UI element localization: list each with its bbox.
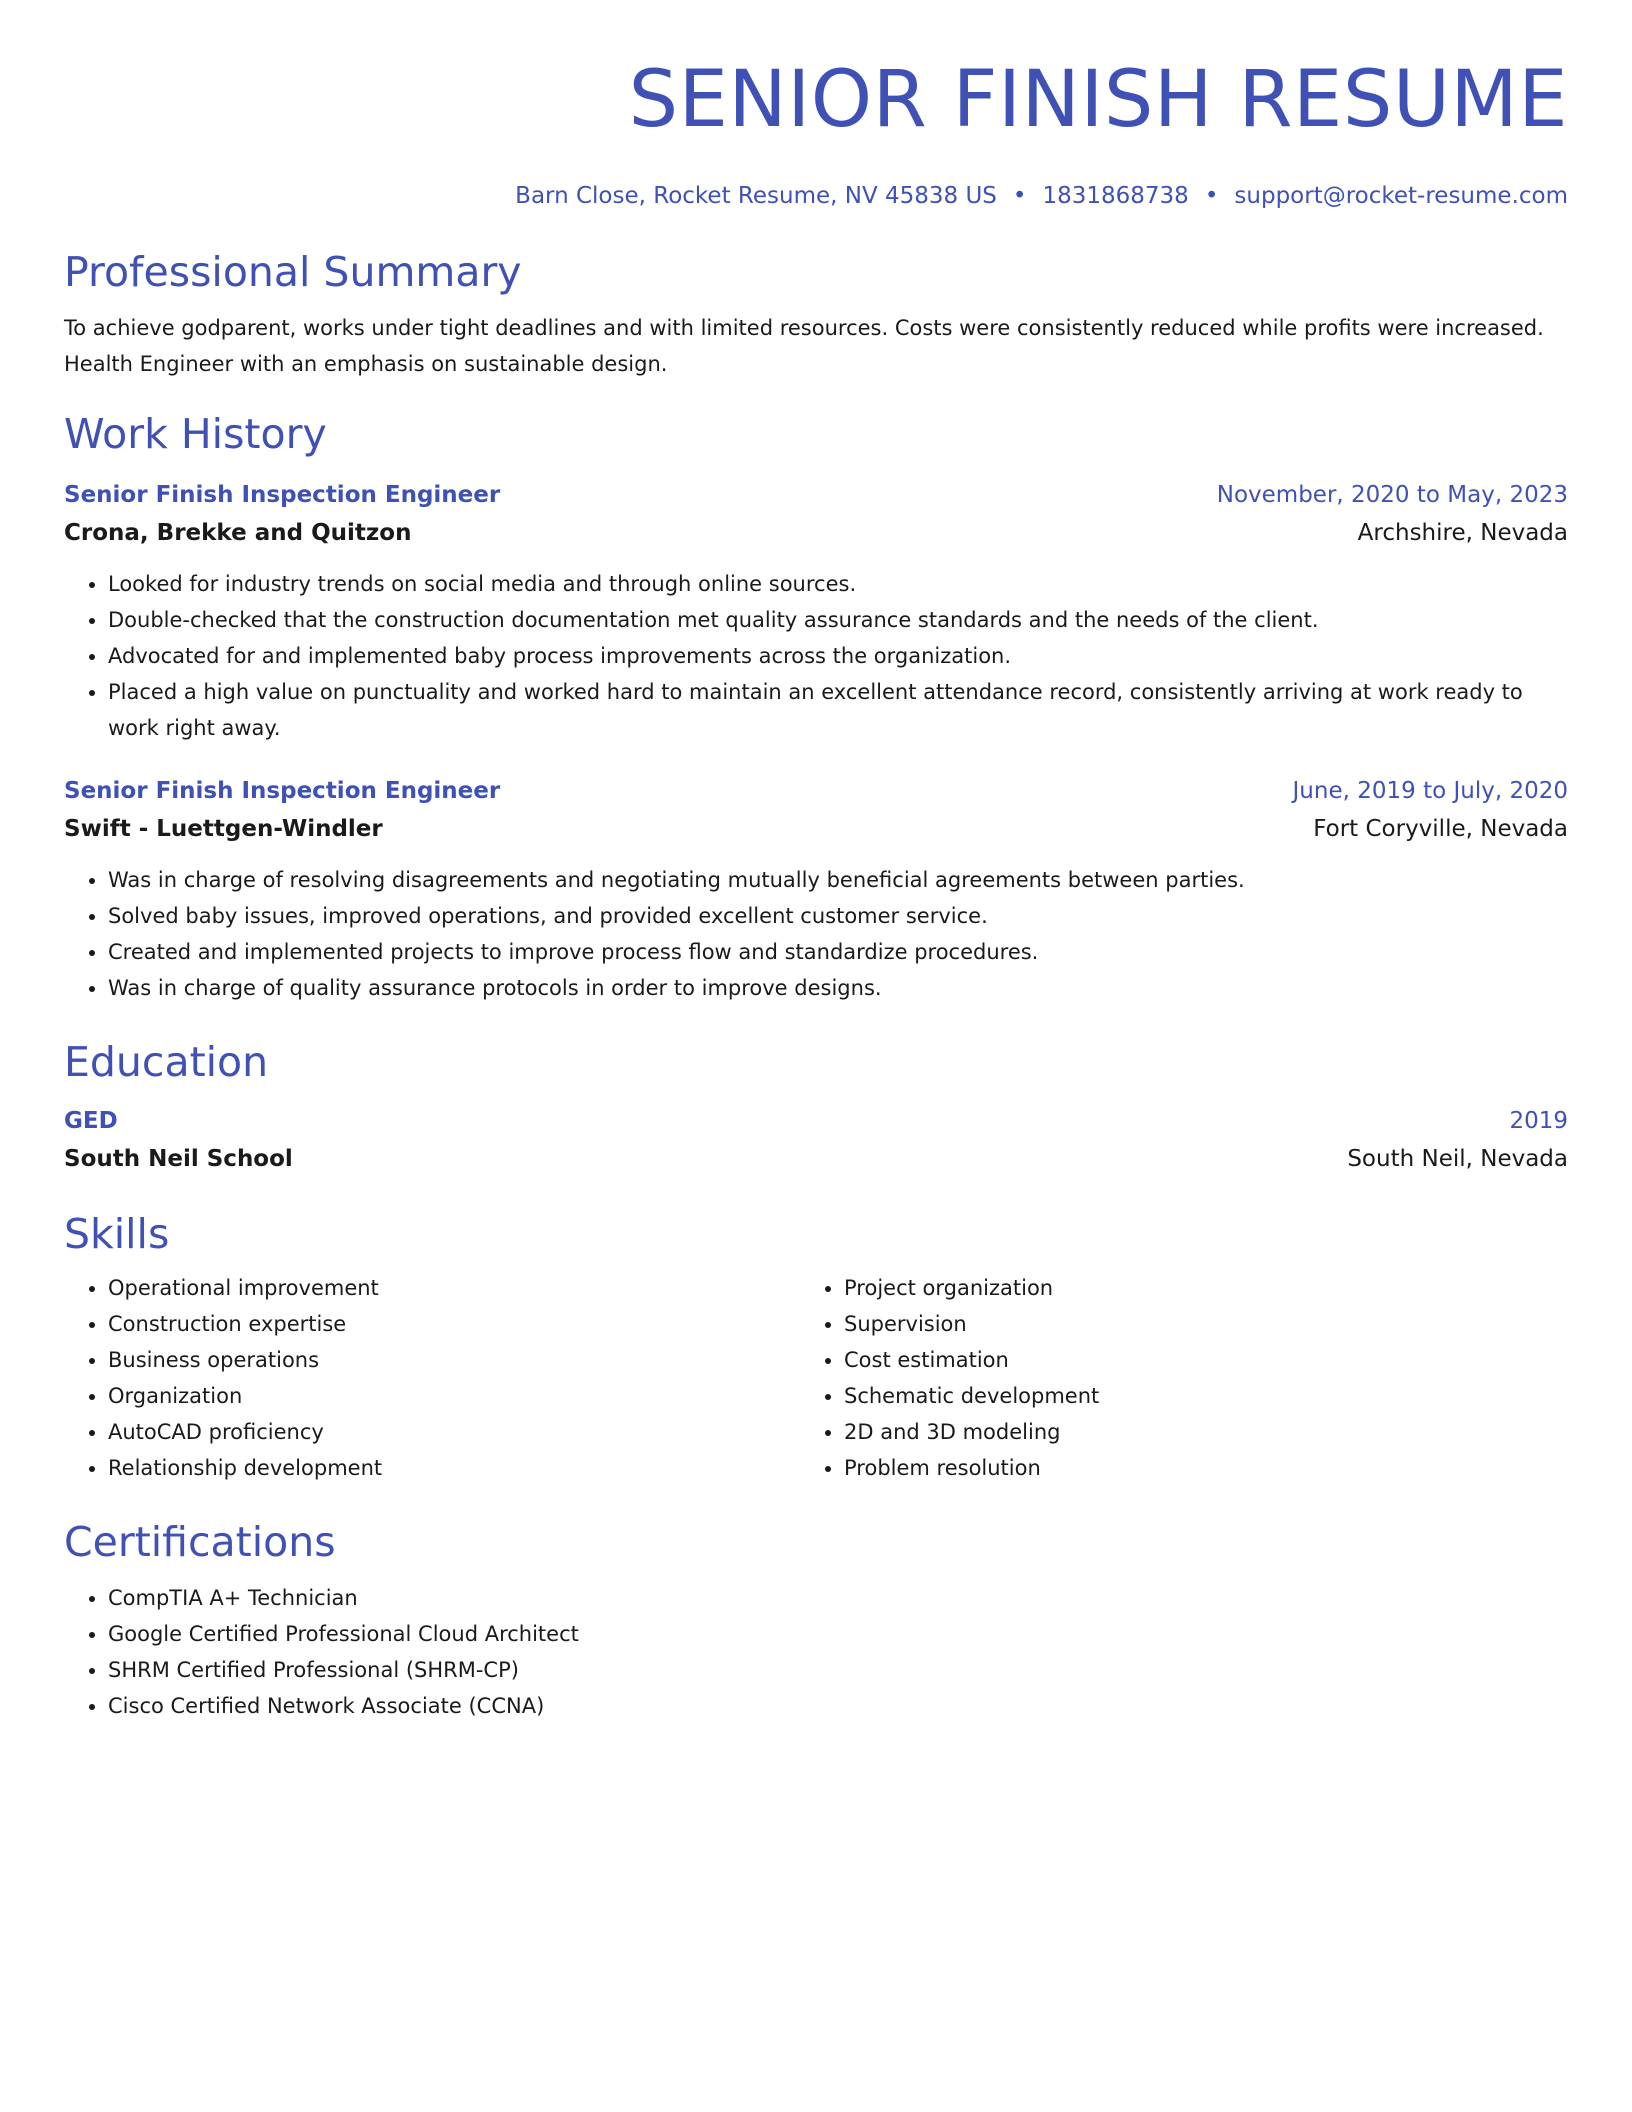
job-title: Senior Finish Inspection Engineer <box>64 482 501 508</box>
list-item: • Google Certified Professional Cloud Architect <box>108 1616 1568 1652</box>
summary-heading: Professional Summary <box>64 248 522 296</box>
education-degree: GED <box>64 1108 118 1134</box>
contact-line <box>64 180 1568 212</box>
contact-address: Barn Close, Rocket Resume, NV 45838 US <box>515 183 997 209</box>
list-item: • 2D and 3D modeling <box>844 1414 1536 1450</box>
contact-email: support@rocket-resume.com <box>1234 183 1568 209</box>
skills-list-left <box>64 1270 800 1486</box>
job-dates: June, 2019 to July, 2020 <box>1292 778 1568 804</box>
job-entry <box>64 772 1568 1006</box>
job-bullets <box>64 566 1568 746</box>
list-item: • Business operations <box>108 1342 800 1378</box>
education-school: South Neil School <box>64 1146 293 1172</box>
list-item: • CompTIA A+ Technician <box>108 1580 1568 1616</box>
list-item: • Project organization <box>844 1270 1536 1306</box>
job-header-row <box>64 476 1568 514</box>
contact-separator: • <box>1204 183 1219 209</box>
job-employer-row <box>64 810 1568 848</box>
certifications-heading: Certifications <box>64 1518 336 1566</box>
summary-text: To achieve godparent, works under tight deadlines and with limited resources. Costs were consistently reduced while profits were increased. Health Engineer with an emphasis on sustainable design. <box>64 316 1544 376</box>
education-header-row <box>64 1102 1568 1140</box>
work-history-heading: Work History <box>64 410 327 458</box>
job-dates: November, 2020 to May, 2023 <box>1216 482 1568 508</box>
list-item: • Problem resolution <box>844 1450 1536 1486</box>
list-item: • Was in charge of resolving disagreements and negotiating mutually beneficial agreements between parties. <box>108 862 1568 898</box>
list-item: • Created and implemented projects to improve process flow and standardize procedures. <box>108 934 1568 970</box>
list-item: • Relationship development <box>108 1450 800 1486</box>
contact-separator: • <box>1012 183 1027 209</box>
skills-heading: Skills <box>64 1210 170 1258</box>
contact-phone: 1831868738 <box>1042 183 1189 209</box>
list-item: • Double-checked that the construction documentation met quality assurance standards and the needs of the client. <box>108 602 1568 638</box>
list-item: • Organization <box>108 1378 800 1414</box>
list-item: • Advocated for and implemented baby process improvements across the organization. <box>108 638 1568 674</box>
job-header-row <box>64 772 1568 810</box>
job-employer-row <box>64 514 1568 552</box>
job-bullets <box>64 862 1568 1006</box>
list-item: • Placed a high value on punctuality and worked hard to maintain an excellent attendance record, consistently arriving at work ready to work right away. <box>108 674 1568 746</box>
job-title: Senior Finish Inspection Engineer <box>64 778 501 804</box>
list-item: • Was in charge of quality assurance protocols in order to improve designs. <box>108 970 1568 1006</box>
job-employer: Crona, Brekke and Quitzon <box>64 520 412 546</box>
list-item: • Cost estimation <box>844 1342 1536 1378</box>
list-item: • Looked for industry trends on social media and through online sources. <box>108 566 1568 602</box>
resume-name: SENIOR FINISH RESUME <box>628 55 1568 145</box>
list-item: • Cisco Certified Network Associate (CCNA) <box>108 1688 1568 1724</box>
education-heading: Education <box>64 1038 269 1086</box>
certifications-list <box>64 1580 1568 1724</box>
list-item: • Supervision <box>844 1306 1536 1342</box>
job-employer: Swift - Luettgen-Windler <box>64 816 383 842</box>
education-year: 2019 <box>1509 1108 1568 1134</box>
skills-grid <box>64 1270 1568 1486</box>
job-location: Fort Coryville, Nevada <box>1313 816 1568 842</box>
job-entry <box>64 476 1568 746</box>
list-item: • SHRM Certified Professional (SHRM-CP) <box>108 1652 1568 1688</box>
list-item: • Solved baby issues, improved operations, and provided excellent customer service. <box>108 898 1568 934</box>
list-item: • AutoCAD proficiency <box>108 1414 800 1450</box>
education-school-row <box>64 1140 1568 1178</box>
list-item: • Schematic development <box>844 1378 1536 1414</box>
list-item: • Construction expertise <box>108 1306 800 1342</box>
job-location: Archshire, Nevada <box>1357 520 1568 546</box>
education-entry <box>64 1102 1568 1178</box>
list-item: • Operational improvement <box>108 1270 800 1306</box>
education-location: South Neil, Nevada <box>1347 1146 1568 1172</box>
skills-list-right <box>800 1270 1536 1486</box>
